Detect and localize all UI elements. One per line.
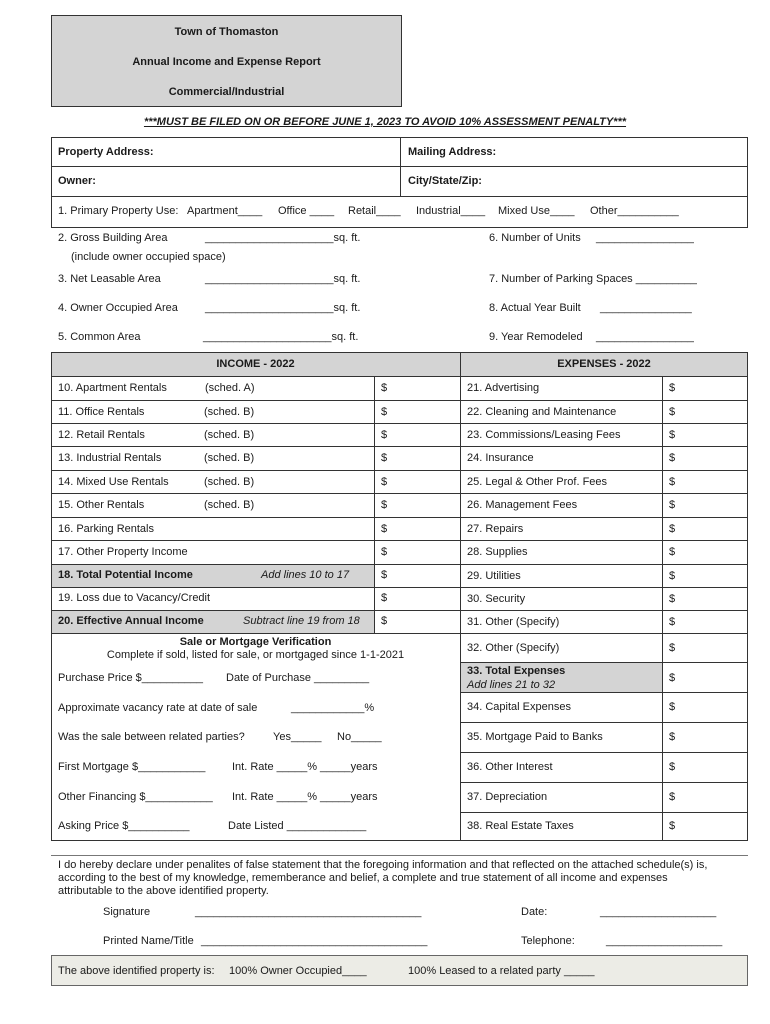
expense-row-amount[interactable]: $ (669, 546, 676, 558)
purchase-price-field[interactable]: Purchase Price $__________ (58, 672, 203, 684)
income-row-label: 12. Retail Rentals (58, 429, 145, 441)
filing-deadline-warning: ***MUST BE FILED ON OR BEFORE JUNE 1, 2023 TO AVOID 10% ASSESSMENT PENALTY*** (143, 116, 627, 128)
use-mixed-option[interactable]: Mixed Use____ (498, 205, 575, 217)
vacancy-rate-label: Approximate vacancy rate at date of sale (58, 702, 258, 714)
income-title: INCOME - 2022 (216, 358, 295, 370)
expense-extra-amount[interactable]: $ (669, 820, 676, 832)
expense-row-label: 23. Commissions/Leasing Fees (467, 429, 621, 441)
telephone-label: Telephone: (521, 935, 575, 947)
city-state-zip-field[interactable]: City/State/Zip: (408, 175, 482, 187)
leased-related-option[interactable]: 100% Leased to a related party _____ (408, 965, 595, 977)
use-retail-option[interactable]: Retail____ (348, 205, 401, 217)
owner-occupied-input[interactable]: _____________________sq. ft. (205, 302, 361, 314)
expense-extra-label: 35. Mortgage Paid to Banks (467, 731, 603, 743)
income-row-amount[interactable]: $ (381, 499, 388, 511)
property-address-field[interactable]: Property Address: (58, 146, 154, 158)
vacancy-rate-input[interactable]: ____________% (291, 702, 375, 714)
income-row-schedule: (sched. B) (204, 476, 255, 488)
property-use-label: 1. Primary Property Use: (58, 205, 179, 217)
expense-row-amount[interactable]: $ (669, 616, 676, 628)
related-yes-option[interactable]: Yes_____ (273, 731, 322, 743)
related-parties-label: Was the sale between related parties? (58, 731, 245, 743)
expense-extra-label: 38. Real Estate Taxes (467, 820, 574, 832)
income-row-schedule: (sched. B) (204, 452, 255, 464)
date-label: Date: (521, 906, 548, 918)
owner-occupied-option[interactable]: 100% Owner Occupied____ (229, 965, 367, 977)
expense-row-label: 30. Security (467, 593, 526, 605)
income-row-amount[interactable]: $ (381, 429, 388, 441)
income-row-label: 14. Mixed Use Rentals (58, 476, 169, 488)
total-expenses-amount[interactable]: $ (669, 672, 676, 684)
asking-price-field[interactable]: Asking Price $__________ (58, 820, 190, 832)
total-potential-income-label: 18. Total Potential Income (58, 569, 193, 581)
expense-row-label: 31. Other (Specify) (467, 616, 560, 628)
units-input[interactable]: ________________ (596, 232, 694, 244)
expense-row-amount[interactable]: $ (669, 476, 676, 488)
owner-field[interactable]: Owner: (58, 175, 96, 187)
expense-extra-amount[interactable]: $ (669, 791, 676, 803)
town-name: Town of Thomaston (174, 26, 279, 38)
mailing-address-field[interactable]: Mailing Address: (408, 146, 497, 158)
expense-row-amount[interactable]: $ (669, 406, 676, 418)
units-label: 6. Number of Units (489, 232, 581, 244)
income-row-schedule: (sched. B) (204, 406, 255, 418)
signature-label: Signature (103, 906, 151, 918)
telephone-input[interactable]: ___________________ (606, 935, 723, 947)
total-expenses-note: Add lines 21 to 32 (467, 679, 556, 691)
effective-income-amount[interactable]: $ (381, 615, 388, 627)
purchase-date-field[interactable]: Date of Purchase _________ (226, 672, 370, 684)
first-mortgage-field[interactable]: First Mortgage $___________ (58, 761, 206, 773)
expense-row-label: 24. Insurance (467, 452, 534, 464)
printed-name-label: Printed Name/Title (103, 935, 194, 947)
income-row-label: 11. Office Rentals (58, 406, 145, 418)
occupancy-label: The above identified property is: (58, 965, 215, 977)
year-remodeled-input[interactable]: ________________ (596, 331, 694, 343)
income-row-amount[interactable]: $ (381, 546, 388, 558)
expenses-title: EXPENSES - 2022 (557, 358, 651, 370)
other-financing-rate-field[interactable]: Int. Rate _____% _____years (232, 791, 378, 803)
form-header-box (51, 15, 402, 107)
first-mortgage-rate-field[interactable]: Int. Rate _____% _____years (232, 761, 378, 773)
expense-row-amount[interactable]: $ (669, 429, 676, 441)
income-row-amount[interactable]: $ (381, 452, 388, 464)
declaration-line-3: attributable to the above identified property. (58, 885, 269, 897)
date-listed-field[interactable]: Date Listed _____________ (228, 820, 367, 832)
income-row-label: 17. Other Property Income (58, 546, 188, 558)
vacancy-loss-amount[interactable]: $ (381, 592, 388, 604)
report-title: Annual Income and Expense Report (132, 56, 321, 68)
gross-area-note: (include owner occupied space) (71, 251, 226, 263)
declaration-line-2: according to the best of my knowledge, rememberance and belief, a complete and true statement of all income and expenses (58, 872, 668, 884)
use-apartment-option[interactable]: Apartment____ (187, 205, 263, 217)
expense-row-amount[interactable]: $ (669, 642, 676, 654)
expense-extra-amount[interactable]: $ (669, 731, 676, 743)
expense-row-label: 32. Other (Specify) (467, 642, 560, 654)
effective-income-label: 20. Effective Annual Income (58, 615, 204, 627)
income-row-amount[interactable]: $ (381, 406, 388, 418)
net-leasable-input[interactable]: _____________________sq. ft. (205, 273, 361, 285)
sale-verification-title: Sale or Mortgage Verification (179, 636, 332, 648)
use-industrial-option[interactable]: Industrial____ (416, 205, 486, 217)
expense-row-amount[interactable]: $ (669, 593, 676, 605)
total-potential-note: Add lines 10 to 17 (261, 569, 350, 581)
expense-extra-amount[interactable]: $ (669, 701, 676, 713)
parking-spaces-field[interactable]: 7. Number of Parking Spaces __________ (489, 273, 697, 285)
report-subtitle: Commercial/Industrial (168, 86, 285, 98)
owner-occupied-label: 4. Owner Occupied Area (58, 302, 178, 314)
income-row-label: 16. Parking Rentals (58, 523, 154, 535)
expense-extra-label: 36. Other Interest (467, 761, 553, 773)
related-no-option[interactable]: No_____ (337, 731, 382, 743)
common-area-input[interactable]: _____________________sq. ft. (203, 331, 359, 343)
income-row-amount[interactable]: $ (381, 476, 388, 488)
signature-input[interactable]: _____________________________________ (195, 906, 422, 918)
expense-row-amount[interactable]: $ (669, 452, 676, 464)
income-row-label: 13. Industrial Rentals (58, 452, 162, 464)
year-built-label: 8. Actual Year Built (489, 302, 581, 314)
year-built-input[interactable]: _______________ (600, 302, 692, 314)
expense-row-label: 27. Repairs (467, 523, 524, 535)
common-area-label: 5. Common Area (58, 331, 141, 343)
income-row-schedule: (sched. A) (205, 382, 255, 394)
expense-row-label: 29. Utilities (467, 570, 521, 582)
income-row-schedule: (sched. B) (204, 429, 255, 441)
effective-income-note: Subtract line 19 from 18 (243, 615, 360, 627)
expense-row-amount[interactable]: $ (669, 382, 676, 394)
vacancy-loss-label: 19. Loss due to Vacancy/Credit (58, 592, 211, 604)
expense-row-label: 28. Supplies (467, 546, 528, 558)
expense-row-amount[interactable]: $ (669, 499, 676, 511)
expense-row-amount[interactable]: $ (669, 570, 676, 582)
gross-area-label: 2. Gross Building Area (58, 232, 168, 244)
total-potential-amount[interactable]: $ (381, 569, 388, 581)
expense-row-label: 22. Cleaning and Maintenance (467, 406, 617, 418)
sale-verification-subtitle: Complete if sold, listed for sale, or mortgaged since 1-1-2021 (106, 649, 405, 661)
total-expenses-label: 33. Total Expenses (467, 665, 566, 677)
expense-row-label: 21. Advertising (467, 382, 540, 394)
use-other-option[interactable]: Other__________ (590, 205, 679, 217)
expense-extra-label: 34. Capital Expenses (467, 701, 571, 713)
printed-name-input[interactable]: _____________________________________ (201, 935, 428, 947)
expense-extra-label: 37. Depreciation (467, 791, 548, 803)
use-office-option[interactable]: Office ____ (278, 205, 335, 217)
income-row-amount[interactable]: $ (381, 523, 388, 535)
income-row-label: 15. Other Rentals (58, 499, 145, 511)
year-remodeled-label: 9. Year Remodeled (489, 331, 583, 343)
income-row-schedule: (sched. B) (204, 499, 255, 511)
expense-row-label: 25. Legal & Other Prof. Fees (467, 476, 608, 488)
date-input[interactable]: ___________________ (600, 906, 717, 918)
gross-area-input[interactable]: _____________________sq. ft. (205, 232, 361, 244)
income-row-amount[interactable]: $ (381, 382, 388, 394)
declaration-line-1: I do hereby declare under penalites of false statement that the foregoing information and that reflected on the attached schedule(s) is, (58, 859, 708, 871)
income-row-label: 10. Apartment Rentals (58, 382, 167, 394)
other-financing-field[interactable]: Other Financing $___________ (58, 791, 213, 803)
expense-extra-amount[interactable]: $ (669, 761, 676, 773)
net-leasable-label: 3. Net Leasable Area (58, 273, 161, 285)
expense-row-amount[interactable]: $ (669, 523, 676, 535)
expense-row-label: 26. Management Fees (467, 499, 578, 511)
